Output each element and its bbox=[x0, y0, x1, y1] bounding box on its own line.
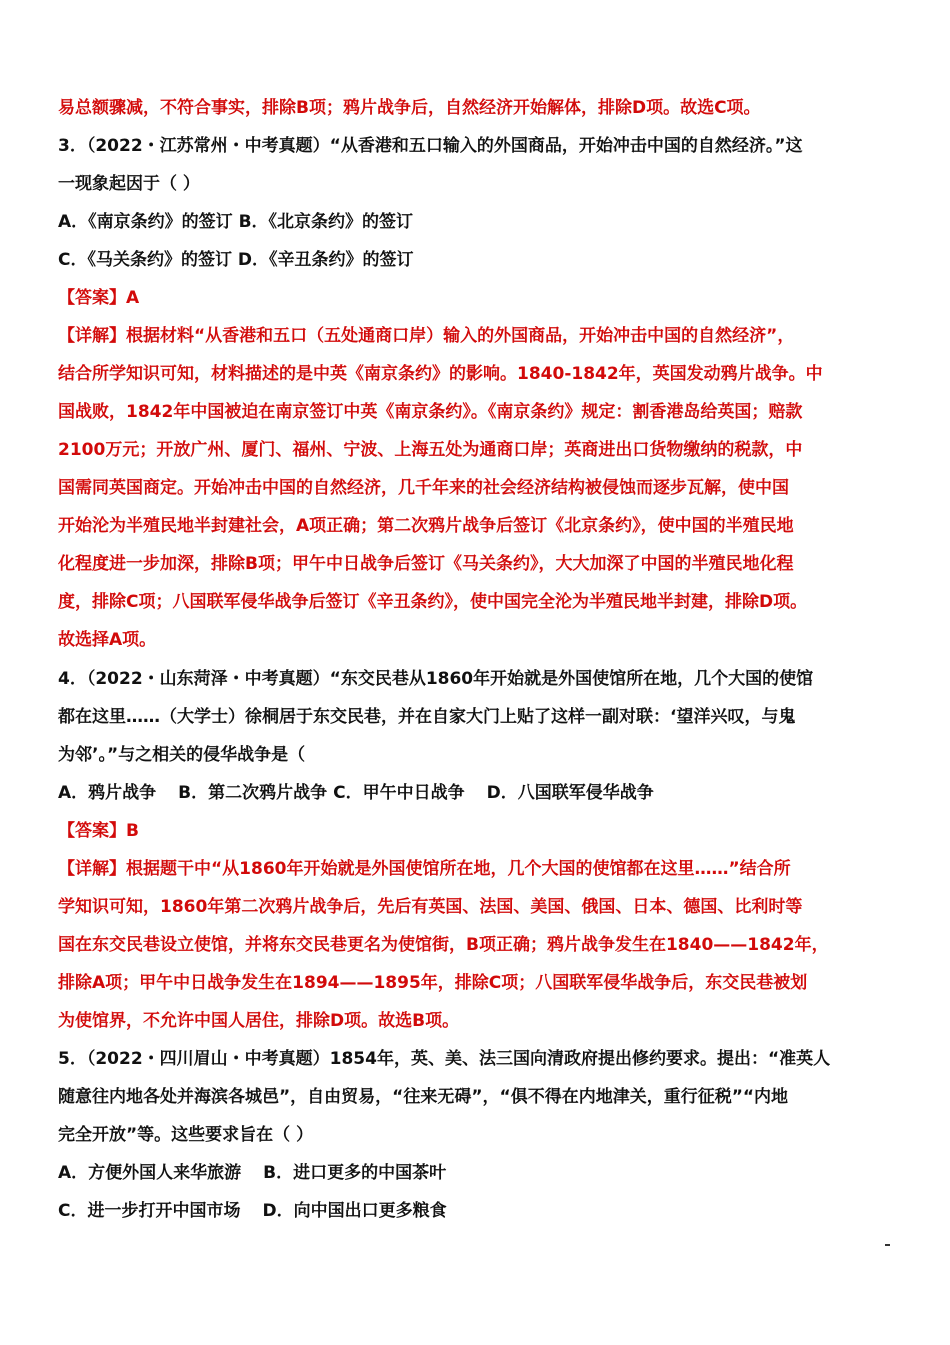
page-corner-mark bbox=[885, 1244, 890, 1246]
q5-stem-line-1: 5．（2022・四川眉山・中考真题）1854年，英、美、法三国向清政府提出修约要求。提出：“准英人 bbox=[58, 1049, 831, 1069]
q3-stem-line-2: 一现象起因于（ ） bbox=[58, 174, 200, 194]
q3-explanation-line-4: 2100万元；开放广州、厦门、福州、宁波、上海五处为通商口岸；英商进出口货物缴纳的税款，中 bbox=[58, 440, 803, 460]
q5-option-c: C．进一步打开中国市场 bbox=[58, 1201, 241, 1221]
q5-options-ab bbox=[58, 1158, 898, 1188]
q4-explanation-line-2: 学知识可知，1860年第二次鸦片战争后，先后有英国、法国、美国、俄国、日本、德国、比利时等 bbox=[58, 897, 803, 917]
q5-option-b: B．进口更多的中国茶叶 bbox=[263, 1163, 447, 1183]
q3-explanation-line-8: 度，排除C项；八国联军侵华战争后签订《辛丑条约》，使中国完全沦为半殖民地半封建，排除D项。 bbox=[58, 592, 808, 612]
q4-option-b: B．第二次鸦片战争 bbox=[178, 783, 328, 803]
q4-explanation-line-1: 【详解】根据题干中“从1860年开始就是外国使馆所在地，几个大国的使馆都在这里……”结合所 bbox=[58, 859, 791, 879]
q4-options bbox=[58, 778, 898, 808]
q4-explanation-line-3: 国在东交民巷设立使馆，并将东交民巷更名为使馆街，B项正确；鸦片战争发生在1840——1842年， bbox=[58, 935, 829, 955]
q3-explanation-line-7: 化程度进一步加深，排除B项；甲午中日战争后签订《马关条约》，大大加深了中国的半殖民地化程 bbox=[58, 554, 794, 574]
q5-option-a: A．方便外国人来华旅游 bbox=[58, 1163, 242, 1183]
q4-stem-line-1: 4．（2022・山东菏泽・中考真题）“东交民巷从1860年开始就是外国使馆所在地，几个大国的使馆 bbox=[58, 669, 814, 689]
q4-option-c: C．甲午中日战争 bbox=[333, 783, 465, 803]
q3-explanation-line-2: 结合所学知识可知，材料描述的是中英《南京条约》的影响。1840-1842年，英国发动鸦片战争。中 bbox=[58, 364, 823, 384]
q5-options-cd bbox=[58, 1196, 898, 1226]
q3-explanation-line-6: 开始沦为半殖民地半封建社会，A项正确；第二次鸦片战争后签订《北京条约》，使中国的半殖民地 bbox=[58, 516, 794, 536]
q2-explanation-tail: 易总额骤减，不符合事实，排除B项；鸦片战争后，自然经济开始解体，排除D项。故选C项。 bbox=[58, 98, 761, 118]
q3-options-cd: C．《马关条约》的签订 D．《辛丑条约》的签订 bbox=[58, 250, 414, 270]
q5-stem-line-3: 完全开放”等。这些要求旨在（ ） bbox=[58, 1125, 314, 1145]
q3-explanation-line-5: 国需同英国商定。开始冲击中国的自然经济，几千年来的社会经济结构被侵蚀而逐步瓦解，使中国 bbox=[58, 478, 789, 498]
q5-stem-line-2: 随意往内地各处并海滨各城邑”，自由贸易，“往来无碍”，“俱不得在内地津关，重行征税”“内地 bbox=[58, 1087, 789, 1107]
q5-option-d: D．向中国出口更多粮食 bbox=[262, 1201, 447, 1221]
q4-answer: 【答案】B bbox=[58, 821, 139, 841]
q3-answer: 【答案】A bbox=[58, 288, 140, 308]
q3-stem-line-1: 3．（2022・江苏常州・中考真题）“从香港和五口输入的外国商品，开始冲击中国的自然经济。”这 bbox=[58, 136, 803, 156]
q4-option-a: A．鸦片战争 bbox=[58, 783, 157, 803]
q4-option-d: D．八国联军侵华战争 bbox=[486, 783, 654, 803]
q3-explanation-line-3: 国战败，1842年中国被迫在南京签订中英《南京条约》。《南京条约》规定：割香港岛给英国；赔款 bbox=[58, 402, 803, 422]
q3-options-ab: A．《南京条约》的签订 B．《北京条约》的签订 bbox=[58, 212, 414, 232]
q4-explanation-line-5: 为使馆界，不允许中国人居住，排除D项。故选B项。 bbox=[58, 1011, 460, 1031]
q3-explanation-line-9: 故选择A项。 bbox=[58, 630, 157, 650]
q4-stem-line-2: 都在这里……（大学士）徐桐居于东交民巷，并在自家大门上贴了这样一副对联：‘望洋兴叹，与鬼 bbox=[58, 707, 796, 727]
q4-stem-line-3: 为邻’。”与之相关的侵华战争是（ bbox=[58, 745, 306, 765]
q3-explanation-line-1: 【详解】根据材料“从香港和五口（五处通商口岸）输入的外国商品，开始冲击中国的自然经济”， bbox=[58, 326, 795, 346]
q4-explanation-line-4: 排除A项；甲午中日战争发生在1894——1895年，排除C项；八国联军侵华战争后，东交民巷被划 bbox=[58, 973, 808, 993]
